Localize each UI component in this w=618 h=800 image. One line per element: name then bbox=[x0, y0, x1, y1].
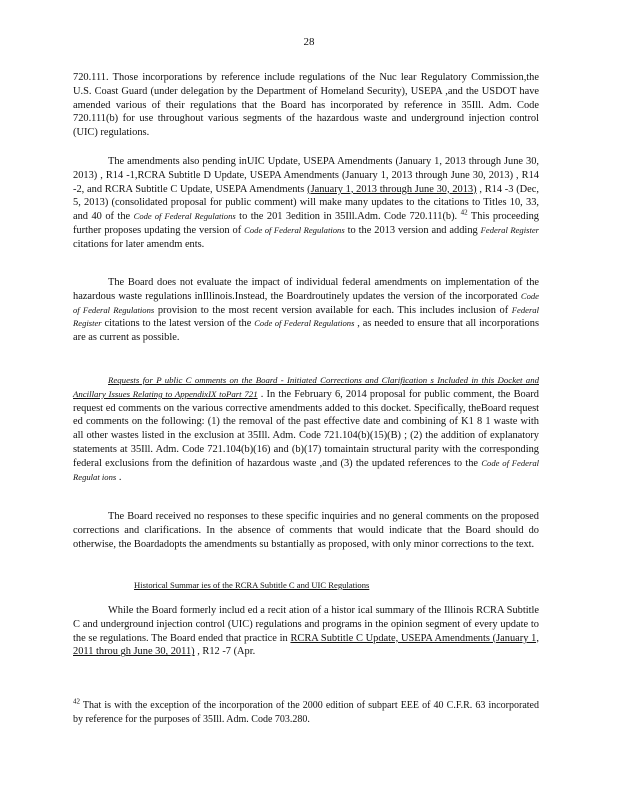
paragraph-4: Requests for P ublic C omments on the Board - Initiated Corrections and Clarification s Included in this Docket and Ancillary Issues Relating to AppendixIX toPart 721 . In the February 6, 2014 proposal for public comment, the Board request ed comments on the various corrective amendments added to this docket. Specifically, theBoard request ed comments on the following: (1) the removal of the past effective date and combining of K1 8 1 waste with all other wastes listed in the exclusion at 35Ill. Adm. Code 721.104(b)(15)(B) ; (2) the addition of explanatory statements at 35Ill. Adm. Code 721.104(b)(16) and (b)(17) tomaintain structural parity with the corresponding federal exclusions from the definition of hazardous waste ,and (3) the updated references to the Code of Federal Regulat ions . bbox=[73, 375, 540, 483]
paragraph-2: The amendments also pending inUIC Update, USEPA Amendments (January 1, 2013 through June 30, 2013) , R14 -1,RCRA Subtitle D Update, USEPA Amendments (January 1, 2013 through June 30, 2013) , R14 -2, and RCRA Subtitle C Update, USEPA Amendments (January 1, 2013 through June 30, 2013) , R14 -3 (Dec, 5, 2013) (consolidated proposal for public comment) will make many updates to the citations to Titles 10, 33, and 40 of the Code of Federal Regulations to the 201 3edition in 35Ill.Adm. Code 720.111(b). $^{42}$ This proceeding further proposes updating the version of Code of Federal Regulations to the 2013 version and adding Federal Register citations for later amendm ents. bbox=[73, 156, 539, 250]
paragraph-6: While the Board formerly includ ed a recit ation of a histor ical summary of the Illinois RCRA Subtitle C and underground injection control (UIC) regulations and programs in the opinion segment of every update to the se regulations. The Board ended that practice in RCRA Subtitle C Update, USEPA Amendments (January 1, 2011 throu gh June 30, 2011) , R12 -7 (Apr. bbox=[73, 605, 539, 658]
footnote-text: That is with the exception of the incorporation of the 2000 edition of subpart EEE of 40 C.F.R. 63 incorporated by reference for the purposes of 35Ill. Adm. Code 703.280. bbox=[73, 700, 539, 725]
case-title-rcra-c-2013: (January 1, 2013 through June 30, 2013) bbox=[307, 183, 477, 195]
footnote-number: 42 bbox=[73, 697, 80, 706]
footnote-reference: 42 bbox=[460, 208, 468, 217]
case-title-rcra-c-2011: RCRA Subtitle C Update, USEPA Amendments (January 1, 2011 throu gh June 30, 2011) bbox=[73, 632, 539, 658]
paragraph-1-text: 720.111. Those incorporations by reference include regulations of the Nuc lear Regulatory Commission,the U.S. Coast Guard (under delegation by the Department of Homeland Security), USEPA ,and the USDOT have amended various of their regulations that the Board has incorporated by reference in 35Ill. Adm. Code 720.111(b) for use throughout various segments of the hazardous waste and underground injection control (UIC) regulations. bbox=[73, 72, 539, 139]
paragraph-5-text: The Board received no responses to these specific inquiries and no general comments on the proposed corrections and clarifications. In the absence of comments that would indicate that the Board should do otherwise, the Boardadopts the amendments su bstantially as proposed, with only minor corrections to the text. bbox=[73, 511, 539, 550]
section-heading-requests-for-comments: Requests for P ublic C omments on the Board - Initiated Corrections and Clarification s Included in this Docket and Ancillary Issues Relating to AppendixIX toPart 721 bbox=[73, 375, 539, 399]
paragraph-3: The Board does not evaluate the impact of individual federal amendments on implementation of the hazardous waste regulations inIllinois.Instead, the Boardroutinely updates the version of the incorporated Code of Federal Regulations provision to the most recent version available for each. This includes inclusion of Federal Register citations to the latest version of the Code of Federal Regulations , as needed to ensure that all incorporations are as current as possible. bbox=[73, 277, 539, 344]
footnote-42 bbox=[73, 699, 539, 726]
paragraph-1 bbox=[73, 71, 539, 140]
paragraph-5 bbox=[73, 510, 539, 551]
section-heading-historical-summaries: Historical Summar ies of the RCRA Subtitle C and UIC Regulations bbox=[134, 580, 370, 590]
page-number: 28 bbox=[303, 36, 315, 48]
